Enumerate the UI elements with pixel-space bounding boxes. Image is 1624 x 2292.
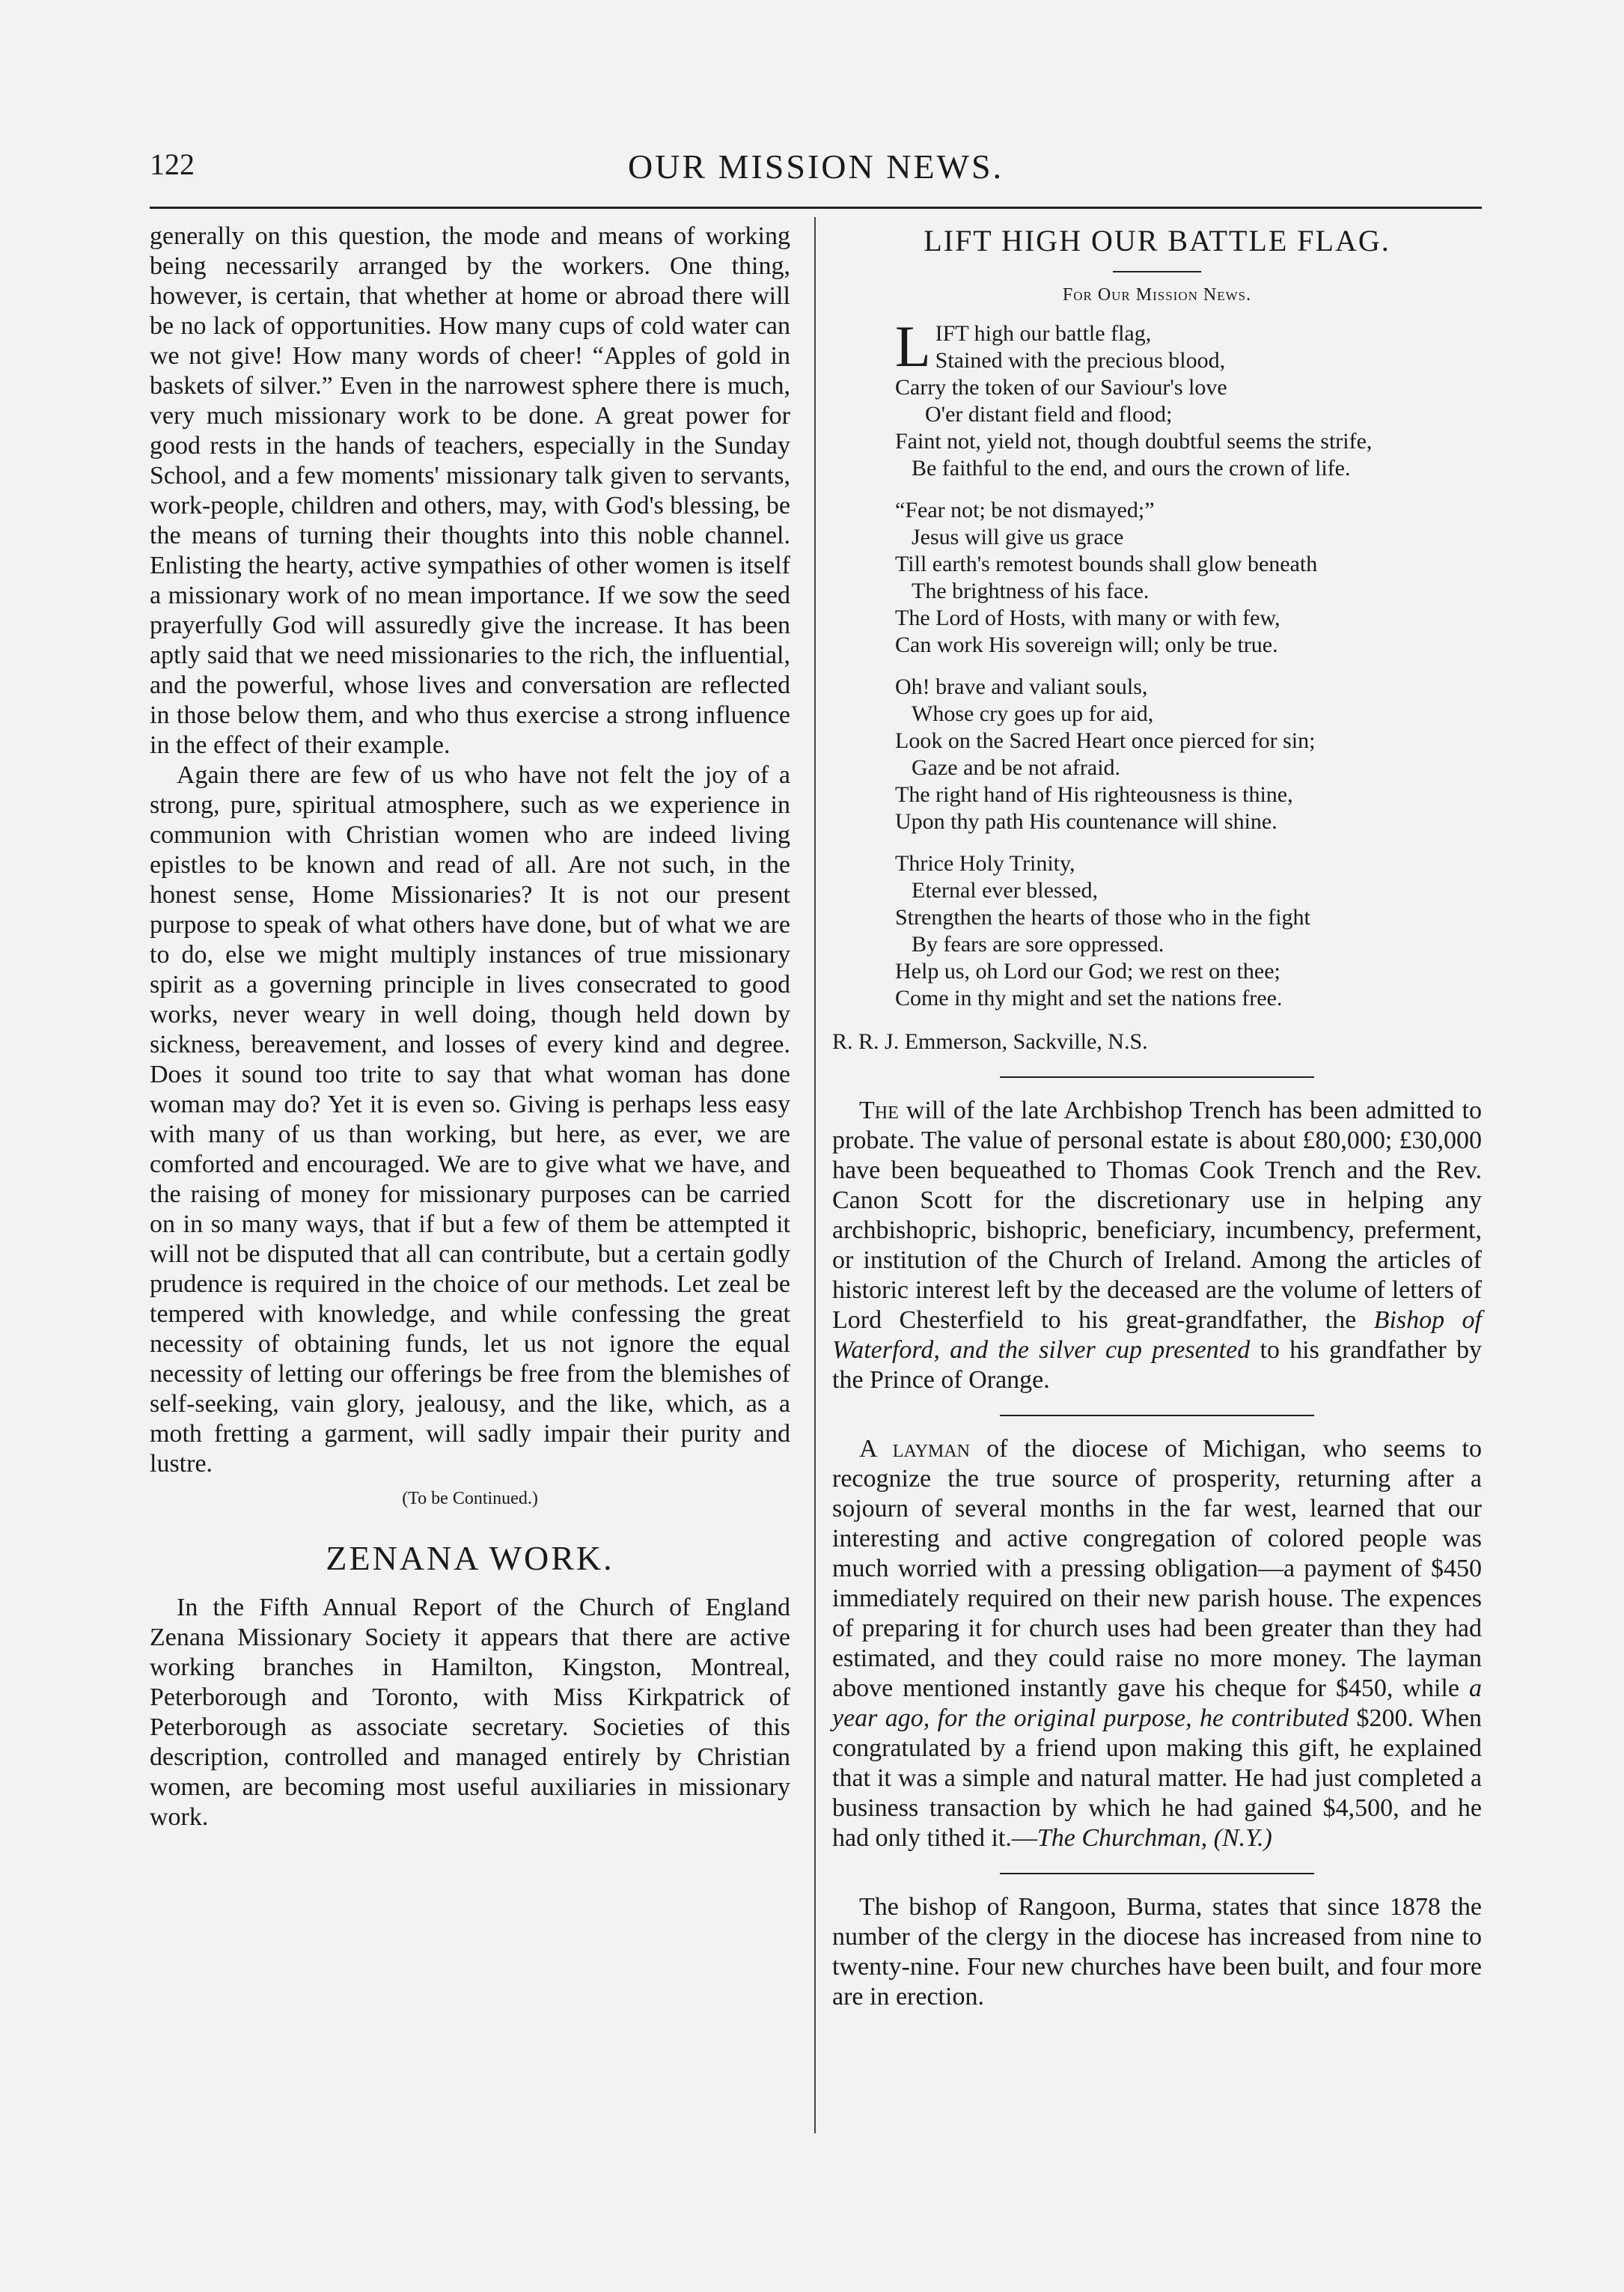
header-rule [150,207,1482,209]
poem-line: Upon thy path His countenance will shine. [895,809,1277,834]
poem-stanza [895,314,1482,482]
poem-stanza [895,850,1482,1012]
poem-line: Jesus will give us grace [912,525,1124,549]
poem [832,314,1482,1012]
article-paragraph: Again there are few of us who have not felt the joy of a strong, pure, spiritual atmosphere, such as we experience in communion with Christian women who are indeed living epistles to be known and read of all. Are not such, in the honest sense, Home Missionaries? It is not our present purpose to speak of what others have done, but of what we are to do, else we might multiply instances of true missionary spirit as a governing principle in lives consecrated to good works, never weary in well doing, though held down by sickness, bereavement, and losses of every kind and degree. Does it sound too trite to say that what woman has done woman may do? Yet it is even so. Giving is perhaps less easy with many of us than working, but here, as ever, we are comforted and encouraged. We are to give what we have, and the raising of money for missionary purposes can be carried on in so many ways, that if but a few of them be attempted it will not be disputed that all can contribute, but a certain godly prudence is required in the choice of our methods. Let zeal be tempered with knowledge, and while confessing the great necessity of obtaining funds, let us not ignore the equal necessity of letting our offerings be free from the blemishes of self-seeking, vain glory, jealousy, and the like, which, as a moth fretting a garment, will sadly impair their purity and lustre. [150,761,790,1478]
poem-line: Oh! brave and valiant souls, [895,674,1148,699]
poem-line: The right hand of His righteousness is thine, [895,782,1293,807]
poem-line: “Fear not; be not dismayed;” [895,498,1155,522]
poem-title: LIFT HIGH OUR BATTLE FLAG. [924,224,1391,257]
poem-line: Strengthen the hearts of those who in the fight [895,905,1310,930]
rangoon-paragraph: The bishop of Rangoon, Burma, states that since 1878 the number of the clergy in the diocese has increased from nine to twenty-nine. Four new churches have been built, and four more are in erection. [832,1893,1482,2011]
column-divider [814,217,816,2133]
trench-paragraph [832,1096,1482,1395]
poem-line: Till earth's remotest bounds shall glow beneath [895,552,1318,576]
italic-text: Bishop of Waterford, and the silver cup presented [832,1306,1483,1364]
poem-line: Eternal ever blessed, [912,878,1099,903]
poem-stanza [895,497,1482,659]
page-number: 122 [150,147,195,181]
poem-line: Help us, oh Lord our God; we rest on thee; [895,959,1280,984]
poem-line: Stained with the precious blood, [935,348,1226,373]
poem-signature: R. R. J. Emmerson, Sackville, N.S. [832,1029,1148,1054]
paragraph-text: to his grandfather by the Prince of Orange. [832,1336,1482,1394]
paragraph-text: of the diocese of Michigan, who seems to recognize the true source of prosperity, returning after a sojourn of several months in the far west, learned that our interesting and active congregation of colored people was much worried with a pressing obligation—a payment of $450 immediately required on their new parish house. The expences of preparing it for church uses had been greater than they had estimated, and they could raise no more money. The layman above mentioned instantly gave his cheque for $450, while [832,1435,1483,1702]
source-citation: The Churchman, (N.Y.) [1037,1824,1272,1852]
poem-line: O'er distant field and flood; [925,402,1173,427]
poem-line: By fears are sore oppressed. [912,932,1164,957]
poem-line: Come in thy might and set the nations free. [895,986,1283,1011]
paragraph-text: $200. When congratulated by a friend upon making this gift, he explained that it was a simple and natural matter. He had just completed a business transaction by which he had gained $4,500, and he had only tithed it.— [832,1704,1482,1852]
page-header [150,147,1482,192]
poem-subtitle: For Our Mission News. [1062,285,1252,305]
lead-words: The [859,1097,899,1124]
right-column [832,222,1482,2012]
poem-line: Carry the token of our Saviour's love [895,375,1227,400]
layman-paragraph [832,1434,1482,1853]
poem-line: Look on the Sacred Heart once pierced for sin; [895,728,1316,753]
drop-cap: L [895,314,931,379]
italic-text: a year ago, for the original purpose, he contributed [832,1674,1483,1732]
zenana-paragraph: In the Fifth Annual Report of the Church of England Zenana Missionary Society it appears that there are active working branches in Hamilton, Kingston, Montreal, Peterborough and Toronto, with Miss Kirkpatrick of Peterborough as associate secretary. Societies of this description, controlled and managed entirely by Christian women, are becoming most useful auxiliaries in missionary work. [150,1594,790,1831]
section-rule [1000,1076,1314,1078]
poem-line: Be faithful to the end, and ours the crown of life. [912,456,1351,481]
poem-line: Gaze and be not afraid. [912,755,1121,780]
poem-stanza [895,674,1482,835]
continued-note: (To be Continued.) [402,1489,538,1508]
zenana-title: ZENANA WORK. [326,1539,614,1577]
poem-line: Can work His sovereign will; only be true. [895,633,1278,657]
poem-line: Whose cry goes up for aid, [912,701,1154,726]
article-paragraph: generally on this question, the mode and means of working being necessarily arranged by the workers. One thing, however, is certain, that whether at home or abroad there will be no lack of opportunities. How many cups of cold water can we not give! How many words of cheer! “Apples of gold in baskets of silver.” Even in the narrowest sphere there is much, very much missionary work to be done. A great power for good rests in the hands of teachers, especially in the Sunday School, and a few moments' missionary talk given to servants, work-people, children and others, may, with God's blessing, be the means of turning their thoughts into this noble channel. Enlisting the hearty, active sympathies of other women is itself a missionary work of no mean importance. If we sow the seed prayerfully God will assuredly give the increase. It has been aptly said that we need missionaries to the rich, the influential, and the powerful, whose lives and conversation are reflected in those below them, and who thus exercise a strong influence in the effect of their example. [150,222,790,759]
lead-words: A layman [859,1435,970,1463]
poem-line: The Lord of Hosts, with many or with few, [895,606,1280,630]
section-rule [1000,1873,1314,1874]
poem-line: The brightness of his face. [912,579,1150,603]
poem-line: Thrice Holy Trinity, [895,851,1075,876]
poem-title-rule [1113,271,1201,272]
section-rule [1000,1415,1314,1416]
poem-line: Faint not, yield not, though doubtful seems the strife, [895,429,1373,454]
running-title: OUR MISSION NEWS. [627,147,1004,186]
paragraph-text: will of the late Archbishop Trench has been admitted to probate. The value of personal estate is about £80,000; £30,000 have been bequeathed to Thomas Cook Trench and the Rev. Canon Scott for the discretionary use in helping any archbishopric, bishopric, beneficiary, incumbency, preferment, or institution of the Church of Ireland. Among the articles of historic interest left by the deceased are the volume of letters of Lord Chesterfield to his great-grandfather, the [832,1097,1482,1334]
left-column [150,222,790,1832]
poem-line: IFT high our battle flag, [935,321,1152,346]
